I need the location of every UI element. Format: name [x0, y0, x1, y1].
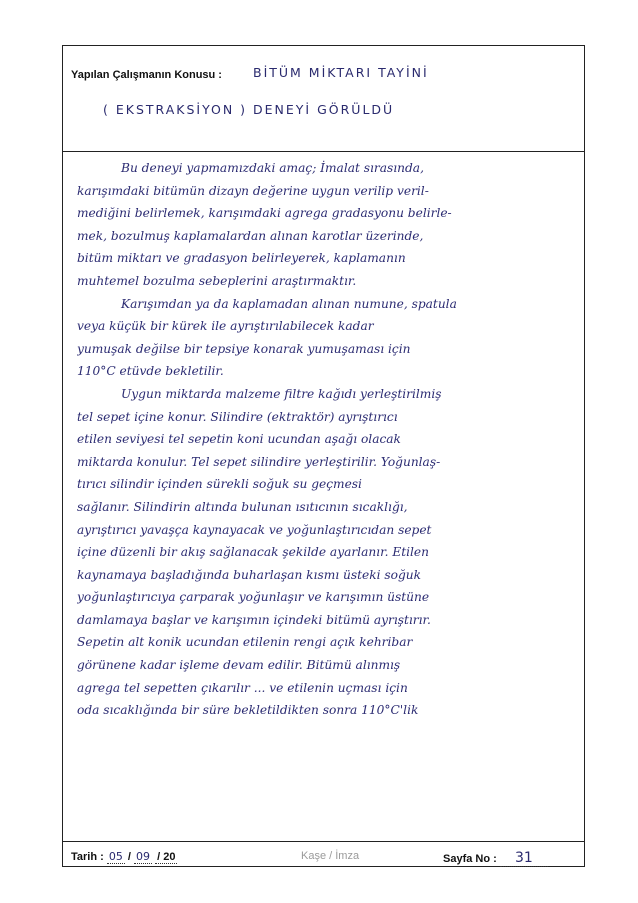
notebook-page-frame [62, 45, 585, 867]
body-line: etilen seviyesi tel sepetin koni ucundan aşağı olacak [77, 432, 401, 447]
body-line: damlamaya başlar ve karışımın içindeki bitümü ayrıştırır. [77, 612, 431, 627]
body-line: tel sepet içine konur. Silindire (ektraktör) ayrıştırıcı [77, 409, 398, 424]
body-line: veya küçük bir kürek ile ayrıştırılabilecek kadar [77, 319, 374, 334]
body-line: sağlanır. Silindirin altında bulunan ısıtıcının sıcaklığı, [77, 499, 408, 514]
page-number-field [443, 850, 548, 867]
body-line: Sepetin alt konik ucundan etilenin rengi açık kehribar [77, 635, 413, 650]
date-field [71, 850, 177, 863]
body-line: içine düzenli bir akış sağlanacak şekilde ayarlanır. Etilen [77, 545, 429, 560]
footer-divider [63, 841, 584, 842]
date-day: 05 [108, 850, 123, 863]
page-number-label: Sayfa No : [443, 853, 497, 865]
body-line: bitüm miktarı ve gradasyon belirleyerek, kaplamanın [77, 251, 406, 266]
body-line: oda sıcaklığında bir süre bekletildikten sonra 110°C'lik [77, 703, 419, 718]
body-line: görünene kadar işleme devam edilir. Bitümü alınmış [77, 658, 401, 673]
topic-handwritten-line-2: ( EKSTRAKSİYON ) DENEYİ GÖRÜLDÜ [103, 102, 395, 117]
body-line: 110°C etüvde bekletilir. [77, 364, 224, 379]
topic-handwritten-line-1: BİTÜM MİKTARI TAYİNİ [253, 65, 429, 80]
body-line: Bu deneyi yapmamızdaki amaç; İmalat sırasında, [121, 161, 424, 175]
date-month: 09 [136, 850, 151, 863]
header-divider [63, 151, 584, 152]
body-line: agrega tel sepetten çıkarılır ... ve etilenin uçması için [77, 680, 408, 695]
body-line: yoğunlaştırıcıya çarparak yoğunlaşır ve karışımın üstüne [77, 590, 430, 605]
body-line: mek, bozulmuş kaplamalardan alınan karotlar üzerinde, [77, 228, 424, 243]
topic-label: Yapılan Çalışmanın Konusu : [71, 69, 222, 81]
stamp-signature-label: Kaşe / İmza [301, 850, 360, 862]
date-label: Tarih : [71, 851, 104, 863]
body-line: ayrıştırıcı yavaşça kaynayacak ve yoğunlaştırıcıdan sepet [77, 522, 432, 537]
body-line: yumuşak değilse bir tepsiye konarak yumuşaması için [77, 341, 411, 356]
body-line: karışımdaki bitümün dizayn değerine uygun verilip veril- [77, 183, 429, 198]
handwritten-body [77, 157, 577, 722]
body-line: Karışımdan ya da kaplamadan alınan numune, spatula [121, 296, 457, 311]
body-line: muhtemel bozulma sebeplerini araştırmaktır. [77, 273, 357, 288]
body-line: tırıcı silindir içinden sürekli soğuk su geçmesi [77, 477, 362, 492]
date-separator: / [127, 851, 131, 863]
body-line: kaynamaya başladığında buharlaşan kısmı üsteki soğuk [77, 567, 422, 582]
date-year-prefix: / 20 [157, 851, 176, 863]
body-line: Uygun miktarda malzeme filtre kağıdı yerleştirilmiş [121, 386, 442, 401]
body-line: miktarda konulur. Tel sepet silindire yerleştirilir. Yoğunlaş- [77, 454, 441, 469]
body-line: mediğini belirlemek, karışımdaki agrega gradasyonu belirle- [77, 206, 452, 221]
page-number-value: 31 [500, 850, 548, 867]
